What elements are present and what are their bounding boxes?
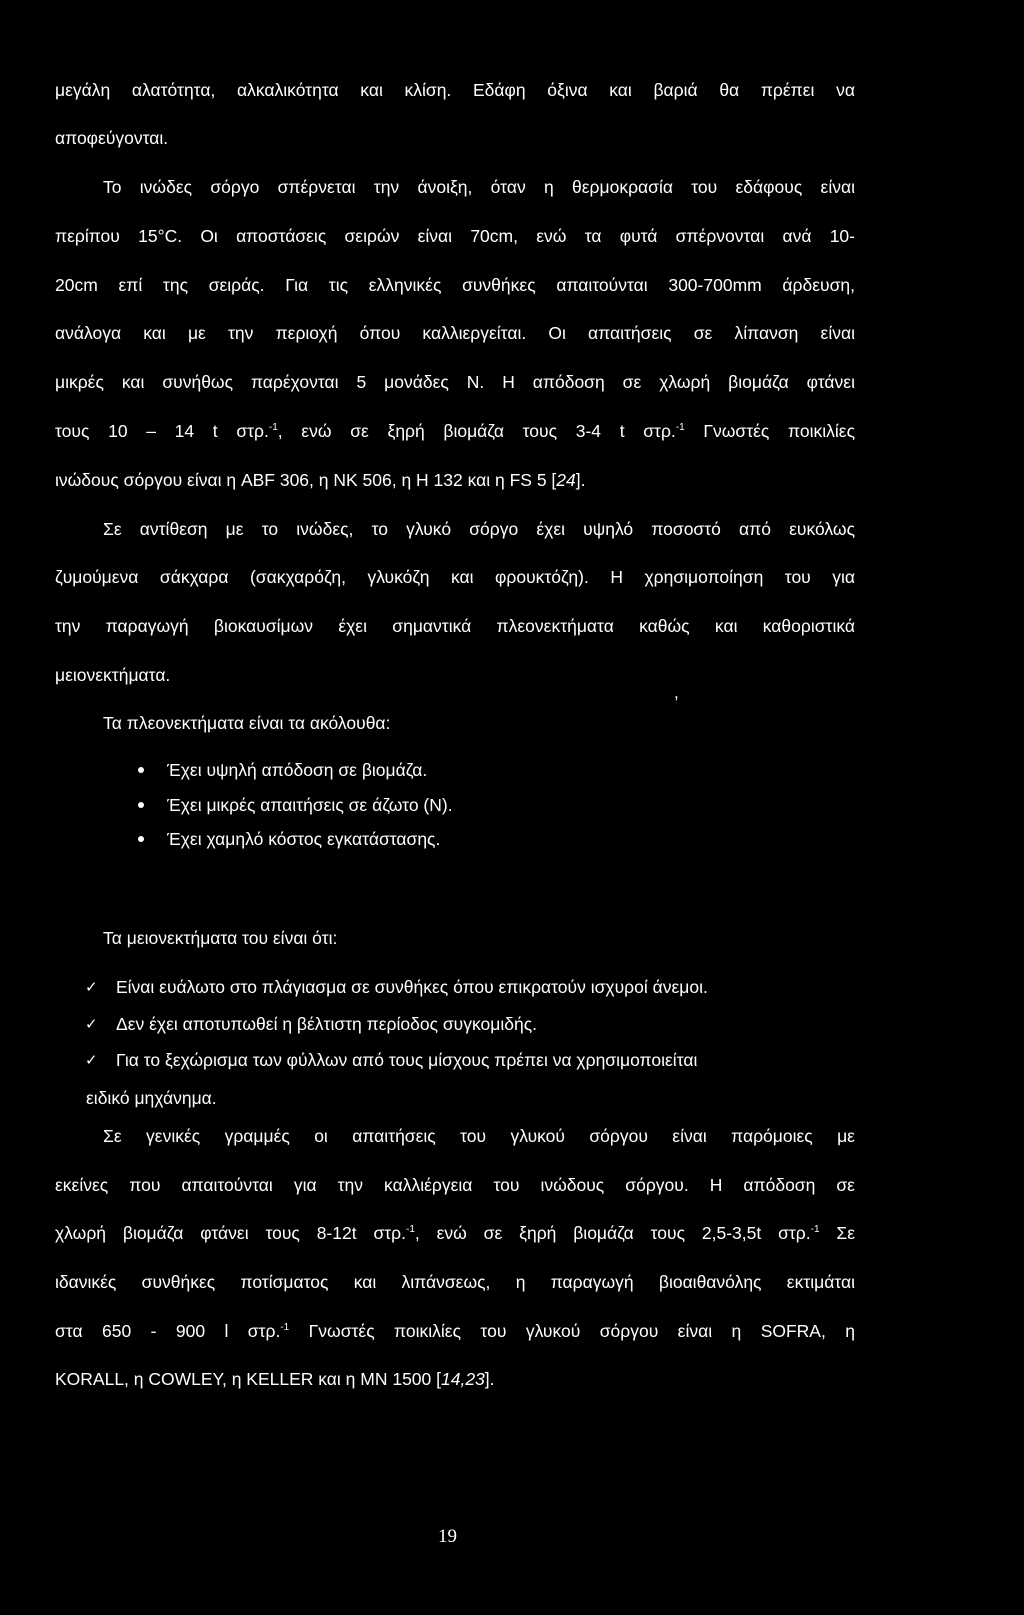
- text-run: Σε: [819, 1223, 856, 1243]
- page-number: 19: [438, 1526, 457, 1547]
- text-run: χλωρή βιομάζα φτάνει τους 8-12t στρ.: [55, 1223, 406, 1243]
- advantage-text: Έχει χαμηλό κόστος εγκατάστασης.: [167, 829, 441, 849]
- stray-mark: ,: [674, 683, 679, 702]
- disadvantage-text: Είναι ευάλωτο στο πλάγιασμα σε συνθήκες όπου επικρατούν ισχυροί άνεμοι.: [116, 977, 708, 997]
- paragraph-1-line-2: αποφεύγονται.: [55, 128, 169, 148]
- checkmark-icon: ✓: [85, 1015, 98, 1033]
- disadvantages-heading: Τα μειονεκτήματα του είναι ότι:: [103, 928, 338, 948]
- superscript: -1: [280, 1322, 290, 1334]
- paragraph-4-line-1: Σε γενικές γραμμές οι απαιτήσεις του γλυκού σόργου είναι παρόμοιες με: [103, 1126, 855, 1146]
- text-run: KORALL, η COWLEY, η KELLER και η ΜΝ 1500 [: [55, 1369, 441, 1389]
- disadvantage-continuation: ειδικό μηχάνημα.: [86, 1088, 217, 1108]
- paragraph-4-line-6: [55, 1368, 495, 1390]
- superscript: -1: [268, 422, 278, 434]
- checkmark-icon: ✓: [85, 978, 98, 996]
- bullet-icon: [138, 767, 144, 773]
- paragraph-2-line-2: περίπου 15°C. Οι αποστάσεις σειρών είναι 70cm, ενώ τα φυτά σπέρνονται ανά 10-: [55, 226, 855, 246]
- advantages-heading: Τα πλεονεκτήματα είναι τα ακόλουθα:: [103, 713, 391, 733]
- paragraph-3-line-3: την παραγωγή βιοκαυσίμων έχει σημαντικά πλεονεκτήματα καθώς και καθοριστικά: [55, 616, 855, 636]
- text-run: ινώδους σόργου είναι η ABF 306, η ΝΚ 506, η Η 132 και η FS 5 [: [55, 470, 557, 490]
- superscript: -1: [675, 422, 685, 434]
- advantage-text: Έχει υψηλή απόδοση σε βιομάζα.: [167, 760, 428, 780]
- superscript: -1: [405, 1224, 415, 1236]
- bullet-icon: [138, 802, 144, 808]
- paragraph-2-line-6: [55, 420, 855, 442]
- paragraph-3-line-1: Σε αντίθεση με το ινώδες, το γλυκό σόργο έχει υψηλό ποσοστό από ευκόλως: [103, 519, 855, 539]
- citation-ref: 24: [556, 470, 576, 490]
- paragraph-4-line-5: [55, 1320, 855, 1342]
- paragraph-4-line-3: [55, 1222, 855, 1244]
- paragraph-2-line-7: [55, 469, 586, 491]
- paragraph-3-line-2: ζυμούμενα σάκχαρα (σακχαρόζη, γλυκόζη και φρουκτόζη). Η χρησιμοποίηση του για: [55, 567, 855, 587]
- paragraph-2-line-3: 20cm επί της σειράς. Για τις ελληνικές συνθήκες απαιτούνται 300-700mm άρδευση,: [55, 275, 855, 295]
- checkmark-icon: ✓: [85, 1051, 98, 1069]
- superscript: -1: [810, 1224, 820, 1236]
- bullet-icon: [138, 836, 144, 842]
- paragraph-3-line-4: μειονεκτήματα.: [55, 665, 171, 685]
- text-run: στα 650 - 900 l στρ.: [55, 1321, 281, 1341]
- text-run: Γνωστές ποικιλίες: [684, 421, 856, 441]
- paragraph-4-line-2: εκείνες που απαιτούνται για την καλλιέργεια του ινώδους σόργου. Η απόδοση σε: [55, 1175, 855, 1195]
- disadvantage-text: Για το ξεχώρισμα των φύλλων από τους μίσχους πρέπει να χρησιμοποιείται: [116, 1050, 698, 1070]
- paragraph-2-line-1: Το ινώδες σόργο σπέρνεται την άνοιξη, όταν η θερμοκρασία του εδάφους είναι: [103, 177, 855, 197]
- paragraph-1-line-1: μεγάλη αλατότητα, αλκαλικότητα και κλίση. Εδάφη όξινα και βαριά θα πρέπει να: [55, 80, 855, 100]
- disadvantage-text: Δεν έχει αποτυπωθεί η βέλτιστη περίοδος συγκομιδής.: [116, 1014, 537, 1034]
- citation-ref: 14,23: [441, 1369, 485, 1389]
- paragraph-4-line-4: ιδανικές συνθήκες ποτίσματος και λιπάνσεως, η παραγωγή βιοαιθανόλης εκτιμάται: [55, 1272, 855, 1292]
- text-run: , ενώ σε ξηρή βιομάζα τους 2,5-3,5t στρ.: [414, 1223, 811, 1243]
- paragraph-2-line-5: μικρές και συνήθως παρέχονται 5 μονάδες Ν. Η απόδοση σε χλωρή βιομάζα φτάνει: [55, 372, 855, 392]
- text-run: ].: [575, 470, 586, 490]
- text-run: , ενώ σε ξηρή βιομάζα τους 3-4 t στρ.: [277, 421, 676, 441]
- text-run: τους 10 – 14 t στρ.: [55, 421, 269, 441]
- paragraph-2-line-4: ανάλογα και με την περιοχή όπου καλλιεργείται. Οι απαιτήσεις σε λίπανση είναι: [55, 323, 855, 343]
- text-run: Γνωστές ποικιλίες του γλυκού σόργου είναι η SOFRA, η: [289, 1321, 855, 1341]
- text-run: ].: [484, 1369, 495, 1389]
- advantage-text: Έχει μικρές απαιτήσεις σε άζωτο (Ν).: [167, 795, 453, 815]
